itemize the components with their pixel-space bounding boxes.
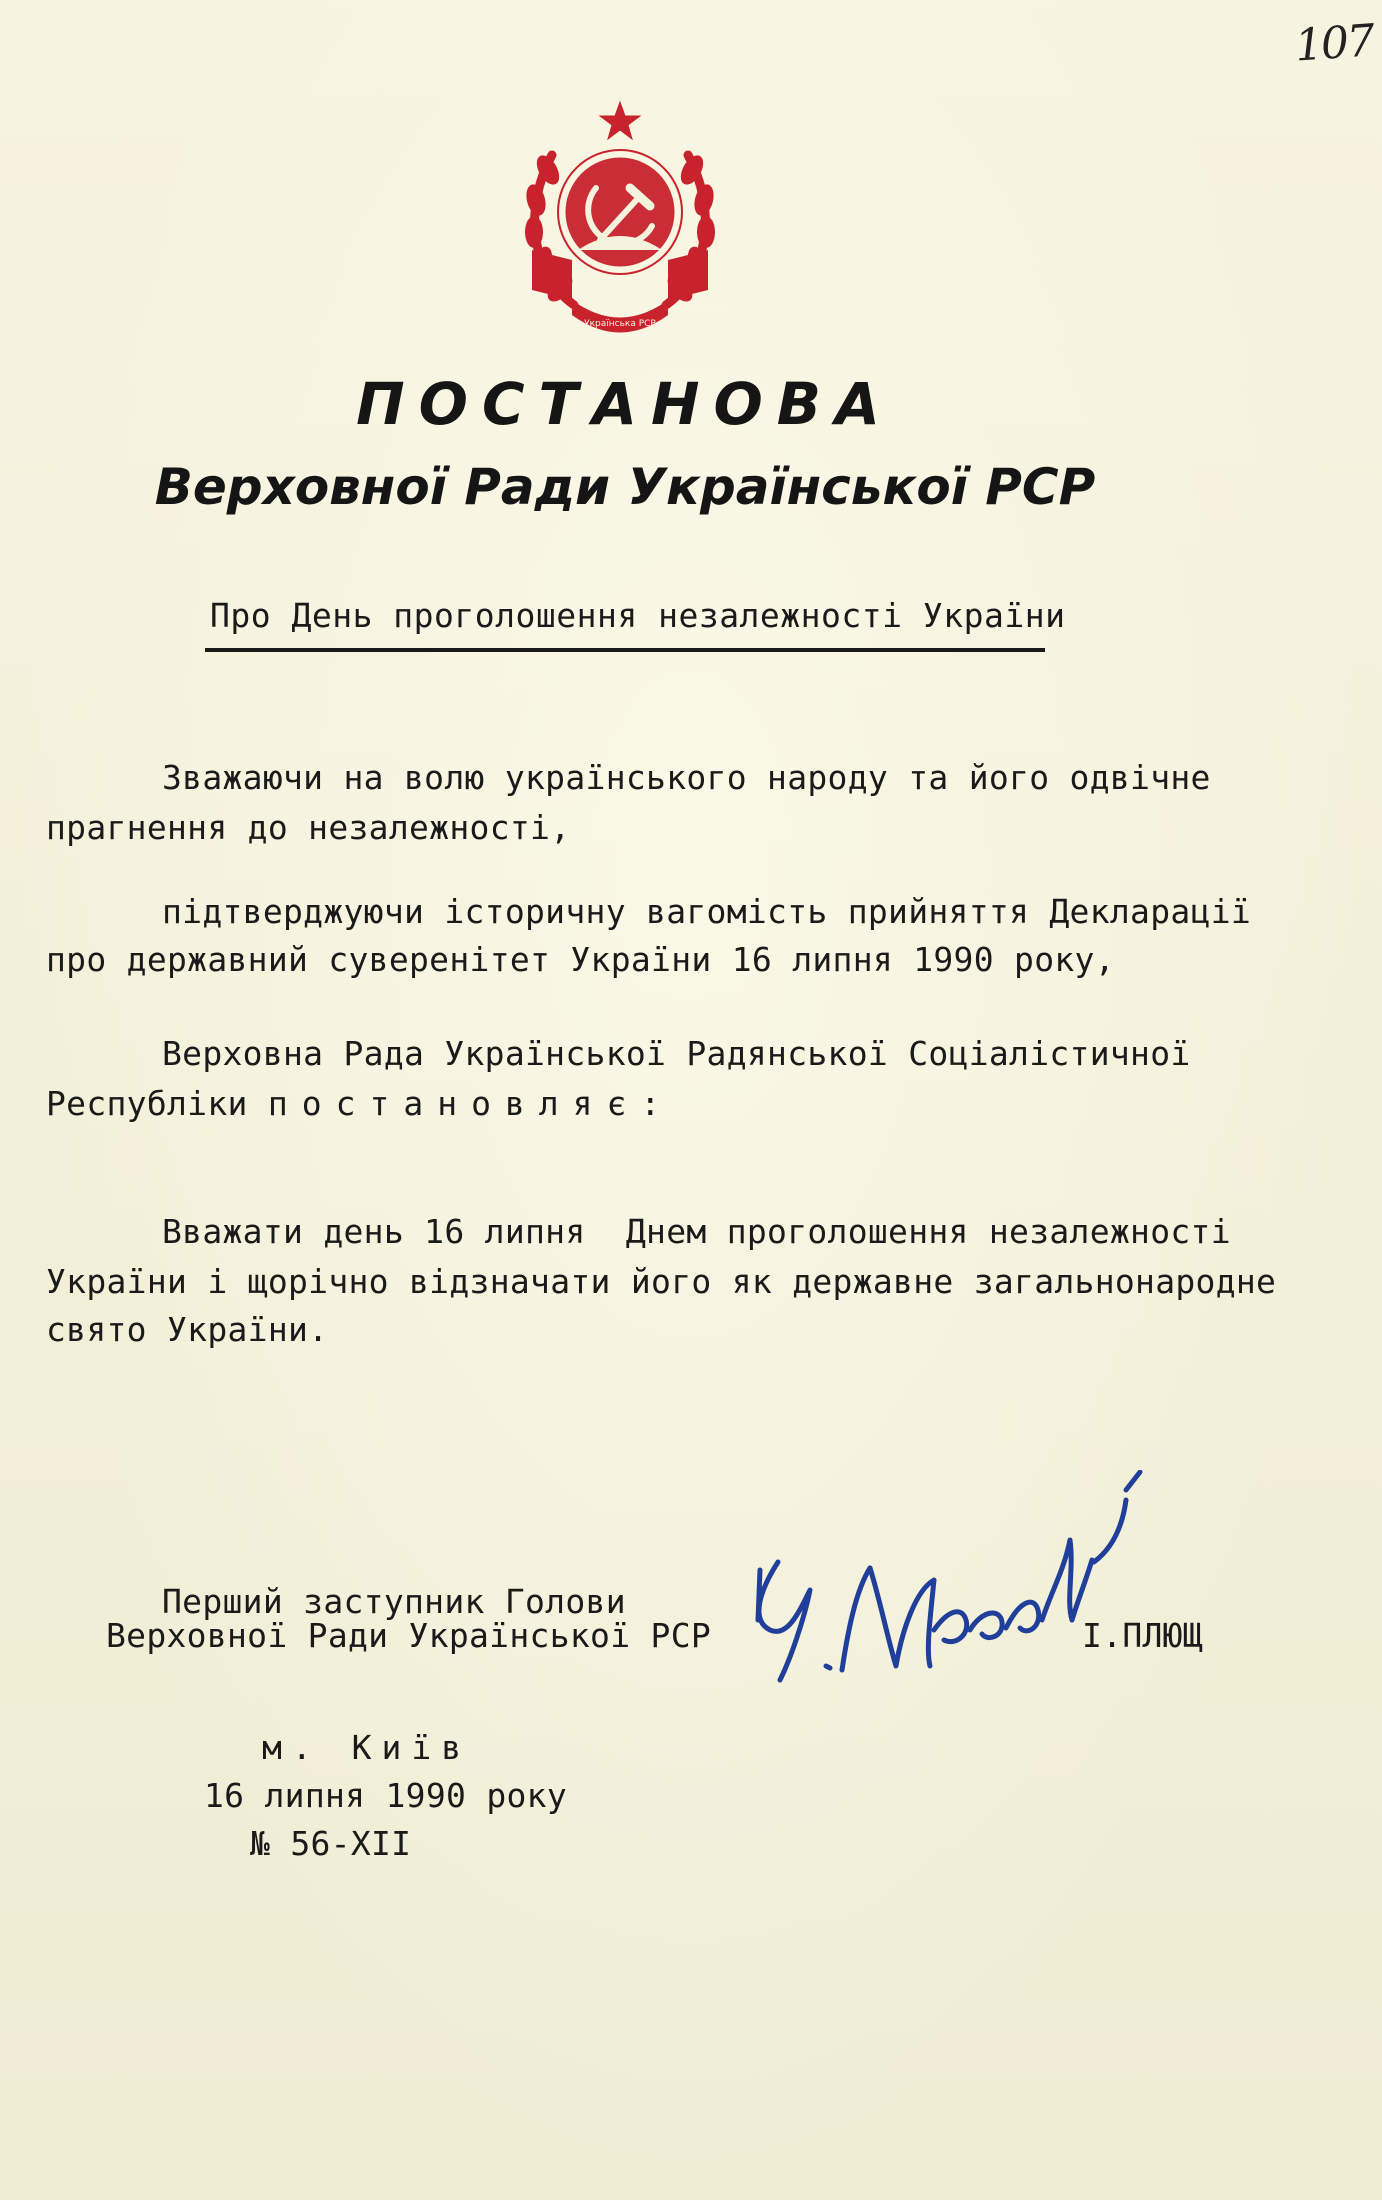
paragraph-3-line-1: Верховна Рада Української Радянської Соціалістичної: [162, 1034, 1191, 1073]
signatory-position-line-1: Перший заступник Голови: [162, 1582, 626, 1621]
paragraph-4-line-3: свято України.: [46, 1310, 329, 1349]
resolves-spaced-word: постановляє:: [267, 1084, 675, 1123]
handwritten-signature: [730, 1470, 1170, 1700]
paragraph-3-line-2: [46, 1084, 674, 1123]
archive-page-number: 107: [1293, 15, 1375, 72]
coat-of-arms-emblem: [512, 100, 728, 340]
signatory-position-line-2: Верховної Ради Української РСР: [106, 1616, 712, 1655]
svg-text:Українська РСР: Українська РСР: [584, 319, 656, 329]
document-type-title: ПОСТАНОВА: [356, 370, 894, 438]
paragraph-1-line-1: Зважаючи на волю українського народу та його одвічне: [162, 758, 1211, 797]
place-of-issue: м. Київ: [262, 1728, 472, 1767]
heading-underline: [205, 648, 1045, 652]
document-heading: Про День проголошення незалежності України: [210, 596, 1066, 635]
paragraph-3-republic-word: Республіки: [46, 1084, 248, 1123]
resolution-number: № 56-XII: [250, 1824, 412, 1863]
issue-date: 16 липня 1990 року: [204, 1776, 568, 1815]
star-icon: [600, 102, 640, 139]
signatory-name: І.ПЛЮЩ: [1082, 1616, 1204, 1655]
paragraph-2-line-2: про державний суверенітет України 16 липня 1990 року,: [46, 940, 1115, 979]
paragraph-2-line-1: підтверджуючи історичну вагомість прийняття Декларації: [162, 892, 1252, 931]
paragraph-1-line-2: прагнення до незалежності,: [46, 808, 571, 847]
issuing-body-subtitle: Верховної Ради Української РСР: [154, 458, 1096, 516]
paragraph-4-line-2: України і щорічно відзначати його як державне загальнонародне: [46, 1262, 1277, 1301]
paragraph-4-line-1: Вважати день 16 липня Днем проголошення незалежності: [162, 1212, 1231, 1251]
